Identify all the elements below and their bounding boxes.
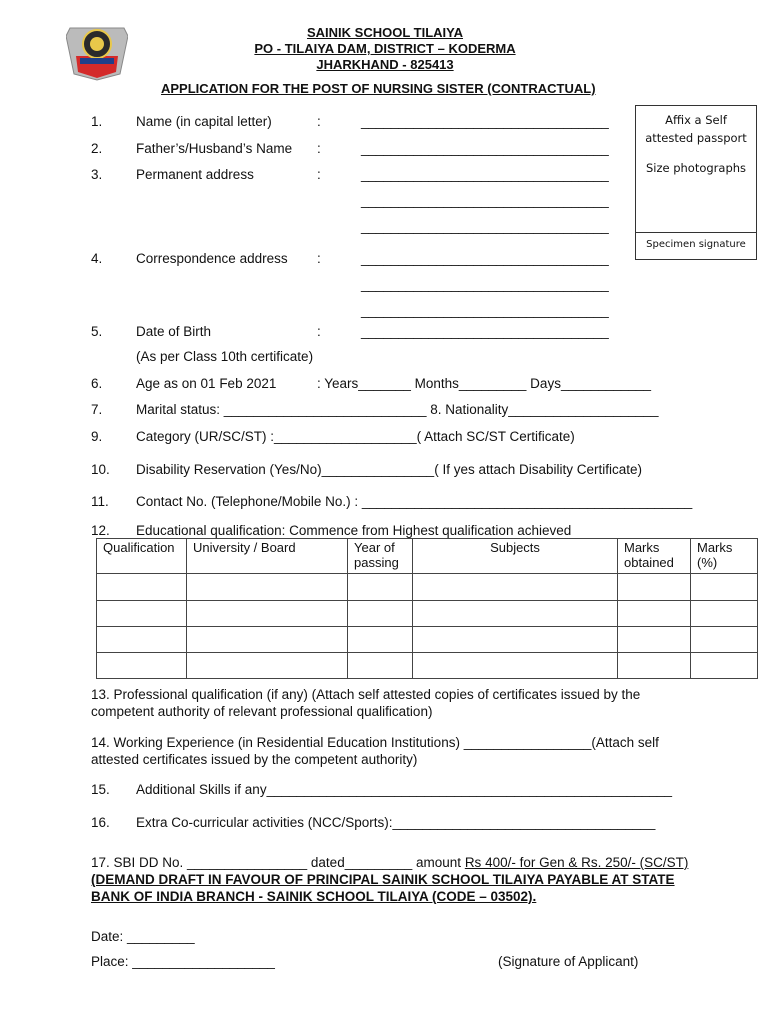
field-3-num: 3. <box>91 167 103 182</box>
field-name-label: Name (in capital letter) <box>136 114 272 129</box>
colon: : <box>317 141 321 156</box>
extra-curricular[interactable]: Extra Co-curricular activities (NCC/Sports):___________________________________ <box>136 815 656 830</box>
field-10-num: 10. <box>91 462 110 477</box>
th-year: Year of passing <box>348 539 413 574</box>
table-row <box>97 653 758 679</box>
table-cell[interactable] <box>691 574 758 601</box>
table-row <box>97 574 758 601</box>
field-permanent-address-label: Permanent address <box>136 167 254 182</box>
name-blank[interactable]: _________________________________ <box>361 114 609 129</box>
table-cell[interactable] <box>187 574 348 601</box>
table-cell[interactable] <box>413 653 618 679</box>
table-cell[interactable] <box>348 627 413 653</box>
table-cell[interactable] <box>618 601 691 627</box>
colon: : <box>317 324 321 339</box>
photo-box <box>635 105 757 260</box>
table-cell[interactable] <box>348 574 413 601</box>
table-cell[interactable] <box>691 601 758 627</box>
th-marks-obtained: Marks obtained <box>618 539 691 574</box>
father-blank[interactable]: _________________________________ <box>361 141 609 156</box>
field-correspondence-label: Correspondence address <box>136 251 288 266</box>
field-4-num: 4. <box>91 251 103 266</box>
applicant-signature: (Signature of Applicant) <box>498 954 639 969</box>
colon: : <box>317 114 321 129</box>
th-subjects: Subjects <box>413 539 618 574</box>
field-2-num: 2. <box>91 141 103 156</box>
field-7-num: 7. <box>91 402 103 417</box>
photo-line2: attested passport <box>645 131 747 145</box>
disability-line[interactable]: Disability Reservation (Yes/No)_______________( If yes attach Disability Certificate) <box>136 462 643 477</box>
school-state: JHARKHAND - 825413 <box>316 57 454 72</box>
table-cell[interactable] <box>618 574 691 601</box>
dd-amount: Rs 400/- for Gen & Rs. 250/- (SC/ST) <box>464 855 689 870</box>
field-6-num: 6. <box>91 376 103 391</box>
th-marks-percent: Marks (%) <box>691 539 758 574</box>
photo-line3: Size photographs <box>645 161 747 175</box>
th-qualification: Qualification <box>97 539 187 574</box>
table-cell[interactable] <box>187 601 348 627</box>
table-row <box>97 601 758 627</box>
dd-instructions: (DEMAND DRAFT IN FAVOUR OF PRINCIPAL SAINIK SCHOOL TILAIYA PAYABLE AT STATE BANK OF INDIA BRANCH - SAINIK SCHOOL TILAIYA (CODE – 03502). <box>91 872 675 904</box>
correspondence-blank-1[interactable]: _________________________________ <box>361 251 609 266</box>
item-16-num: 16. <box>91 815 110 830</box>
colon: : <box>317 251 321 266</box>
table-header-row <box>97 539 758 574</box>
table-cell[interactable] <box>691 653 758 679</box>
field-11-num: 11. <box>91 494 109 509</box>
colon: : <box>317 167 321 182</box>
qualification-table <box>96 538 758 679</box>
dd-details[interactable] <box>91 854 691 905</box>
dob-note: (As per Class 10th certificate) <box>136 349 314 364</box>
th-university: University / Board <box>187 539 348 574</box>
table-cell[interactable] <box>618 627 691 653</box>
table-cell[interactable] <box>348 653 413 679</box>
field-1-num: 1. <box>91 114 103 129</box>
correspondence-blank-3[interactable]: _________________________________ <box>361 303 609 318</box>
contact-line[interactable]: Contact No. (Telephone/Mobile No.) : ____________________________________________ <box>136 494 693 509</box>
school-address: PO - TILAIYA DAM, DISTRICT – KODERMA <box>254 41 516 56</box>
school-name: SAINIK SCHOOL TILAIYA <box>306 25 464 40</box>
dob-blank[interactable]: _________________________________ <box>361 324 609 339</box>
place-field[interactable]: Place: ___________________ <box>91 954 275 969</box>
field-age-label: Age as on 01 Feb 2021 <box>136 376 277 391</box>
table-cell[interactable] <box>97 574 187 601</box>
table-cell[interactable] <box>97 653 187 679</box>
table-cell[interactable] <box>187 627 348 653</box>
table-cell[interactable] <box>97 601 187 627</box>
category-line[interactable]: Category (UR/SC/ST) :___________________( Attach SC/ST Certificate) <box>136 429 575 444</box>
field-12-num: 12. <box>91 523 110 538</box>
permanent-address-blank-2[interactable]: _________________________________ <box>361 193 609 208</box>
additional-skills[interactable]: Additional Skills if any______________________________________________________ <box>136 782 672 797</box>
age-blanks[interactable]: : Years_______ Months_________ Days____________ <box>317 376 652 391</box>
education-label: Educational qualification: Commence from Highest qualification achieved <box>136 523 572 538</box>
table-row <box>97 627 758 653</box>
table-cell[interactable] <box>413 627 618 653</box>
table-cell[interactable] <box>691 627 758 653</box>
working-experience[interactable]: 14. Working Experience (in Residential Education Institutions) _________________(Attach self attested certificates issued by the competent authority) <box>91 735 659 767</box>
permanent-address-blank-1[interactable]: _________________________________ <box>361 167 609 182</box>
field-5-num: 5. <box>91 324 103 339</box>
specimen-signature: Specimen signature <box>636 232 756 250</box>
dd-plain: 17. SBI DD No. ________________ dated_________ amount <box>91 855 465 870</box>
date-field[interactable]: Date: _________ <box>91 929 195 944</box>
table-cell[interactable] <box>413 601 618 627</box>
field-father-label: Father’s/Husband’s Name <box>136 141 293 156</box>
table-cell[interactable] <box>413 574 618 601</box>
field-9-num: 9. <box>91 429 103 444</box>
table-cell[interactable] <box>348 601 413 627</box>
form-title: APPLICATION FOR THE POST OF NURSING SISTER (CONTRACTUAL) <box>161 81 596 96</box>
professional-qualification: 13. Professional qualification (if any) (Attach self attested copies of certificates issued by the competent authority of relevant professional qualification) <box>91 687 641 719</box>
field-dob-label: Date of Birth <box>136 324 212 339</box>
permanent-address-blank-3[interactable]: _________________________________ <box>361 219 609 234</box>
marital-nationality-line[interactable]: Marital status: ___________________________ 8. Nationality____________________ <box>136 402 659 417</box>
table-cell[interactable] <box>187 653 348 679</box>
table-cell[interactable] <box>97 627 187 653</box>
photo-line1: Affix a Self <box>665 113 727 127</box>
table-cell[interactable] <box>618 653 691 679</box>
item-15-num: 15. <box>91 782 110 797</box>
correspondence-blank-2[interactable]: _________________________________ <box>361 277 609 292</box>
